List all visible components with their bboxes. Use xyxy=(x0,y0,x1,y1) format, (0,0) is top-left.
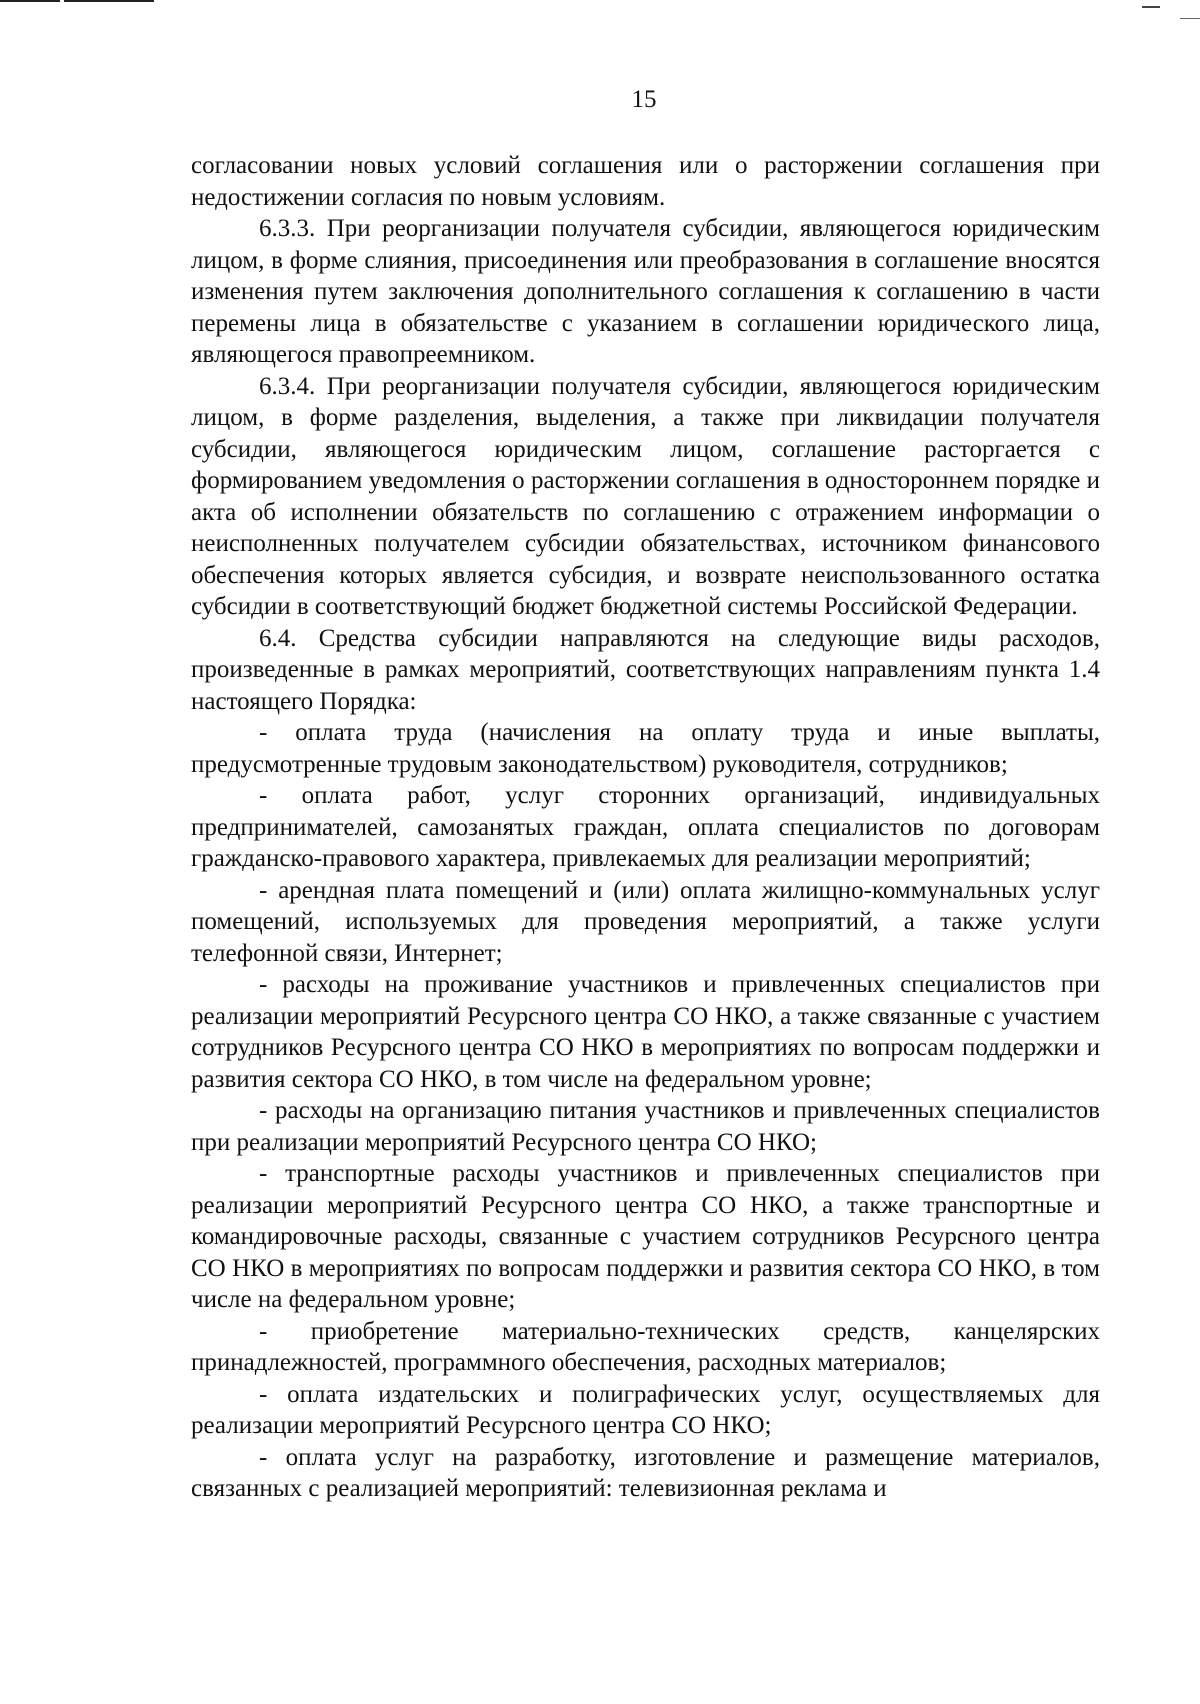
page-number: 15 xyxy=(631,86,657,113)
list-item: - оплата издательских и полиграфических услуг, осуществляемых для реализации мероприятий Ресурсного центра СО НКО; xyxy=(191,1380,1100,1439)
paragraph: 6.3.4. При реорганизации получателя субсидии, являющегося юридическим лицом, в форме разделения, выделения, а также при ликвидации получателя субсидии, являющегося юридическим лицом, соглашение расторгается с формированием уведомления о расторжении соглашения в одностороннем порядке и акта об исполнении обязательств по соглашению с отражением информации о неисполненных получателем субсидии обязательствах, источником финансового обеспечения которых является субсидия, и возврате неиспользованного остатка субсидии в соответствующий бюджет бюджетной системы Российской Федерации. xyxy=(191,372,1100,620)
paragraph: согласовании новых условий соглашения или о расторжении соглашения при недостижении согласия по новым условиям. xyxy=(191,152,1100,211)
list-item: - арендная плата помещений и (или) оплата жилищно-коммунальных услуг помещений, используемых для проведения мероприятий, а также услуги телефонной связи, Интернет; xyxy=(191,876,1100,967)
scan-artifact xyxy=(0,0,60,2)
scan-artifact xyxy=(64,0,154,2)
list-item: - оплата работ, услуг сторонних организаций, индивидуальных предпринимателей, самозанятых граждан, оплата специалистов по договорам гражданско-правового характера, привлекаемых для реализации мероприятий; xyxy=(191,782,1100,872)
scan-artifact xyxy=(1142,6,1160,8)
paragraph: 6.3.3. При реорганизации получателя субсидии, являющегося юридическим лицом, в форме слияния, присоединения или преобразования в соглашение вносятся изменения путем заключения дополнительного соглашения к соглашению в части перемены лица в обязательстве с указанием в соглашении юридического лица, являющегося правопреемником. xyxy=(191,215,1100,368)
list-item: - оплата труда (начисления на оплату труда и иные выплаты, предусмотренные трудовым законодательством) руководителя, сотрудников; xyxy=(191,719,1100,778)
list-item: - оплата услуг на разработку, изготовление и размещение материалов, связанных с реализацией мероприятий: телевизионная реклама и xyxy=(191,1443,1100,1502)
paragraph: 6.4. Средства субсидии направляются на следующие виды расходов, произведенные в рамках мероприятий, соответствующих направлениям пункта 1.4 настоящего Порядка: xyxy=(191,624,1100,715)
document-body xyxy=(191,150,1100,1505)
scan-artifact xyxy=(1180,18,1200,19)
list-item: - расходы на организацию питания участников и привлеченных специалистов при реализации мероприятий Ресурсного центра СО НКО; xyxy=(191,1097,1100,1156)
list-item: - расходы на проживание участников и привлеченных специалистов при реализации мероприятий Ресурсного центра СО НКО, а также связанные с участием сотрудников Ресурсного центра СО НКО в мероприятиях по вопросам поддержки и развития сектора СО НКО, в том числе на федеральном уровне; xyxy=(191,971,1100,1093)
list-item: - транспортные расходы участников и привлеченных специалистов при реализации мероприятий Ресурсного центра СО НКО, а также транспортные и командировочные расходы, связанные с участием сотрудников Ресурсного центра СО НКО в мероприятиях по вопросам поддержки и развития сектора СО НКО, в том числе на федеральном уровне; xyxy=(191,1160,1100,1313)
list-item: - приобретение материально-технических средств, канцелярских принадлежностей, программного обеспечения, расходных материалов; xyxy=(191,1317,1100,1376)
